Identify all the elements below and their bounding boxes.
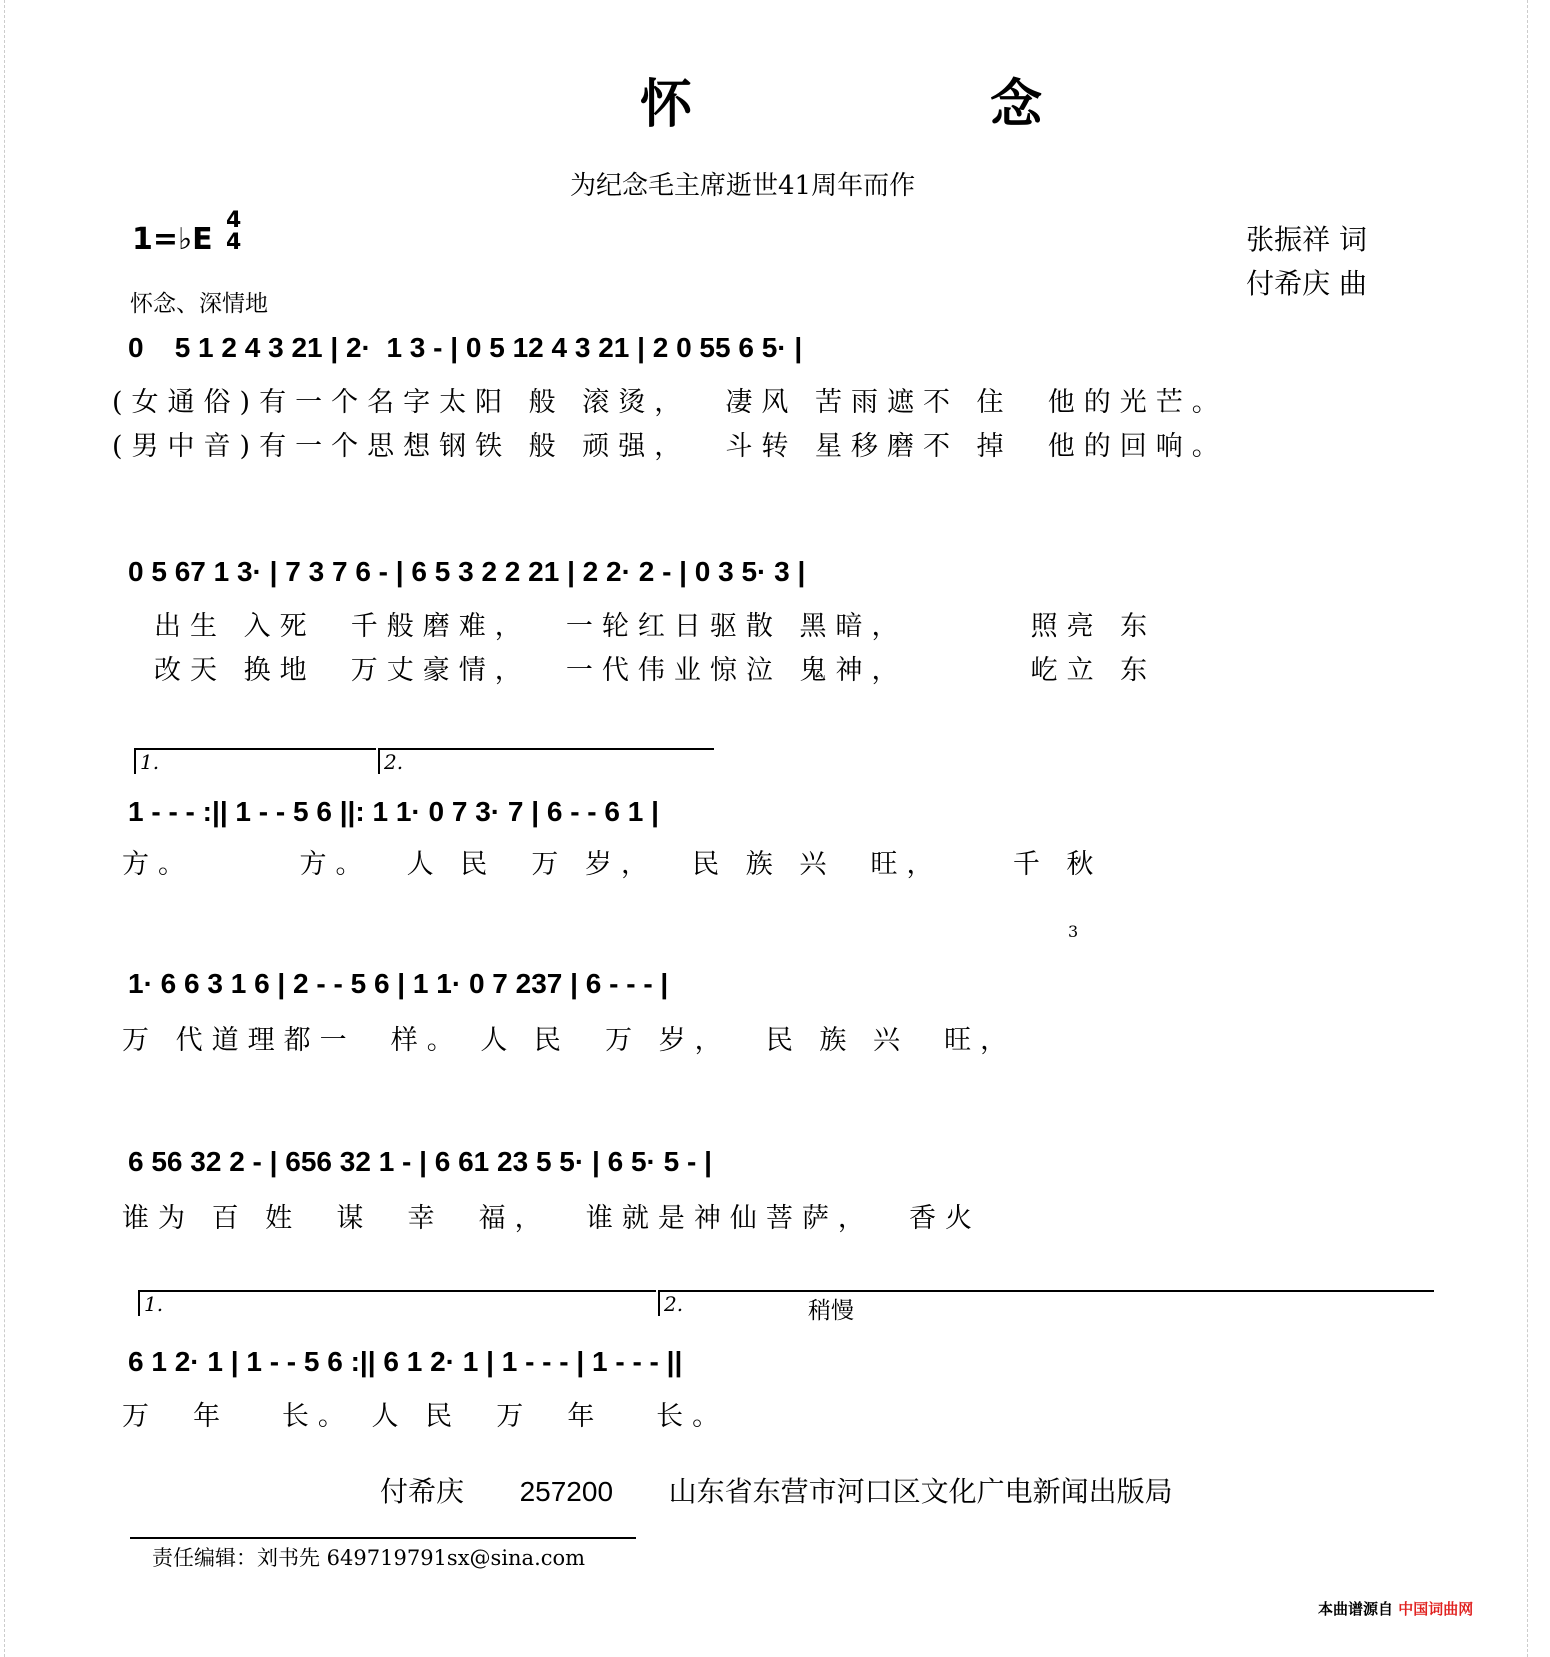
footer-contact bbox=[380, 1470, 1173, 1510]
volta-second-ending-1 bbox=[378, 748, 714, 774]
footer-address: 山东省东营市河口区文化广电新闻出版局 bbox=[668, 1476, 1173, 1507]
left-margin-strip bbox=[4, 0, 23, 1657]
volta-first-ending-2 bbox=[138, 1290, 656, 1316]
song-subtitle: 为纪念毛主席逝世41周年而作 bbox=[570, 171, 916, 201]
lyric-line-2-verse-1: 出生 入死 千般磨难， 一轮红日驱散 黑暗， 照亮 东 bbox=[154, 611, 1157, 642]
lyricist-credit: 张振祥 词 bbox=[1246, 223, 1367, 256]
score-line-2: 0 5 67 1 3· | 7 3 7 6 - | 6 5 3 2 2 21 | 2 2· 2 - | 0 3 5· 3 | bbox=[128, 556, 806, 587]
source-attribution bbox=[1318, 1598, 1473, 1619]
lyric-line-2-verse-2: 改天 换地 万丈豪情， 一代伟业惊泣 鬼神， 屹立 东 bbox=[154, 655, 1157, 686]
volta-second-ending-2 bbox=[658, 1290, 1434, 1316]
volta-label: 1. bbox=[144, 1292, 164, 1316]
time-signature bbox=[226, 210, 241, 254]
right-margin-strip bbox=[1527, 0, 1546, 1657]
tempo-change: 稍慢 bbox=[808, 1298, 854, 1324]
footer-name: 付希庆 bbox=[380, 1476, 465, 1507]
lyric-line-5: 谁为 百 姓 谋 幸 福， 谁就是神仙菩萨， 香火 bbox=[122, 1203, 981, 1234]
source-site-link[interactable]: 中国词曲网 bbox=[1398, 1600, 1474, 1618]
footer-postcode: 257200 bbox=[519, 1476, 614, 1507]
score-line-3: 1 - - - :|| 1 - - 5 6 ||: 1 1· 0 7 3· 7 | 6 - - 6 1 | bbox=[128, 796, 659, 827]
score-line-1: 0 5 1 2 4 3 21 | 2· 1 3 - | 0 5 12 4 3 21 | 2 0 55 6 5· | bbox=[128, 332, 803, 363]
time-signature-top: 4 bbox=[226, 208, 242, 233]
volta-label: 2. bbox=[664, 1292, 684, 1316]
triplet-mark: 3 bbox=[1068, 922, 1079, 941]
volta-label: 2. bbox=[384, 750, 404, 774]
editor-divider bbox=[130, 1537, 636, 1539]
lyric-line-6: 万 年 长。 人 民 万 年 长。 bbox=[122, 1401, 729, 1432]
time-signature-bottom: 4 bbox=[226, 230, 242, 255]
lyric-line-1-verse-2: (男中音)有一个思想钢铁 般 顽强， 斗转 星移磨不 掉 他的回响。 bbox=[112, 431, 1228, 462]
composer-credit: 付希庆 曲 bbox=[1246, 267, 1367, 300]
score-line-5: 6 56 32 2 - | 656 32 1 - | 6 61 23 5 5· | 6 5· 5 - | bbox=[128, 1146, 712, 1177]
score-line-4: 1· 6 6 3 1 6 | 2 - - 5 6 | 1 1· 0 7 237 | 6 - - - | bbox=[128, 968, 669, 999]
source-prefix: 本曲谱源自 bbox=[1318, 1600, 1394, 1618]
score-line-6: 6 1 2· 1 | 1 - - 5 6 :|| 6 1 2· 1 | 1 - - - | 1 - - - || bbox=[128, 1346, 683, 1377]
key-signature: 1=♭E bbox=[132, 222, 213, 257]
volta-label: 1. bbox=[140, 750, 160, 774]
song-title: 怀 念 bbox=[640, 74, 1183, 135]
tempo-marking: 怀念、深情地 bbox=[130, 291, 268, 317]
lyric-line-1-verse-1: (女通俗)有一个名字太阳 般 滚烫， 凄风 苦雨遮不 住 他的光芒。 bbox=[112, 387, 1228, 418]
lyric-line-4: 万 代道理都一 样。 人 民 万 岁， 民 族 兴 旺， bbox=[122, 1025, 1017, 1056]
editor-credit: 责任编辑：刘书先 649719791sx@sina.com bbox=[152, 1546, 586, 1570]
lyric-line-3: 方。 方。 人 民 万 岁， 民 族 兴 旺， 千 秋 bbox=[122, 849, 1103, 880]
volta-first-ending-1 bbox=[134, 748, 376, 774]
